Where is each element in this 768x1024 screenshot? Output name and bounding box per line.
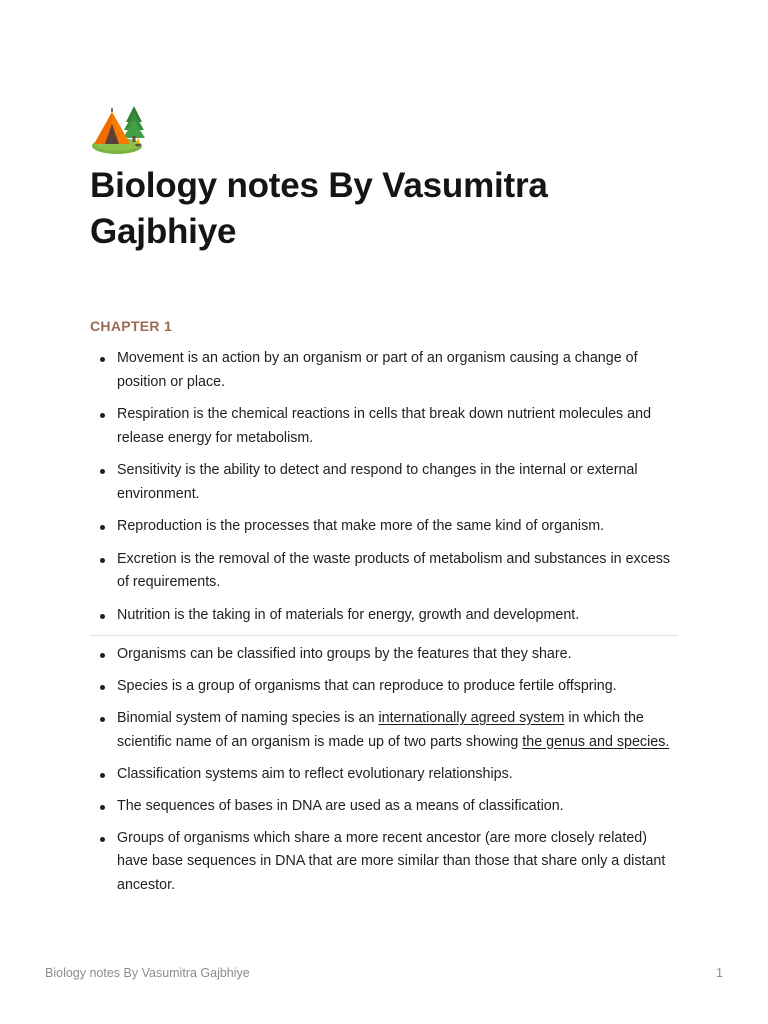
list-item: The sequences of bases in DNA are used as a means of classification.	[90, 795, 680, 819]
footer-document-title: Biology notes By Vasumitra Gajbhiye	[45, 966, 250, 980]
binomial-text-2: in which the scientific name of an organism is made up of two parts showing	[117, 710, 644, 750]
binomial-text-1: Binomial system of naming species is an	[117, 710, 379, 726]
list-item: Sensitivity is the ability to detect and respond to changes in the internal or external environment.	[90, 459, 680, 506]
chapter-1-list	[90, 347, 680, 636]
internationally-agreed-system-link[interactable]: internationally agreed system	[378, 710, 565, 726]
list-item: Species is a group of organisms that can reproduce to produce fertile offspring.	[90, 675, 680, 699]
list-item: Nutrition is the taking in of materials for energy, growth and development.	[90, 604, 680, 628]
page-title: Biology notes By Vasumitra Gajbhiye	[90, 166, 548, 251]
list-item: Classification systems aim to reflect evolutionary relationships.	[90, 763, 680, 787]
section-divider	[90, 635, 678, 636]
genus-and-species-link[interactable]: the genus and species.	[522, 733, 670, 750]
classification-list	[90, 643, 680, 906]
camping-tent-icon	[90, 102, 146, 156]
list-item: Organisms can be classified into groups by the features that they share.	[90, 643, 680, 667]
binomial-list-item	[90, 707, 680, 754]
list-item: Reproduction is the processes that make more of the same kind of organism.	[90, 515, 680, 539]
list-item: Respiration is the chemical reactions in cells that break down nutrient molecules and release energy for metabolism.	[90, 403, 680, 450]
list-item: Groups of organisms which share a more recent ancestor (are more closely related) have base sequences in DNA that are more similar than those that share only a distant ancestor.	[90, 827, 680, 898]
footer-page-number: 1	[716, 966, 723, 980]
chapter-heading: CHAPTER 1	[90, 318, 173, 334]
list-item: Excretion is the removal of the waste products of metabolism and substances in excess of requirements.	[90, 548, 680, 595]
list-item: Movement is an action by an organism or part of an organism causing a change of position or place.	[90, 347, 680, 394]
